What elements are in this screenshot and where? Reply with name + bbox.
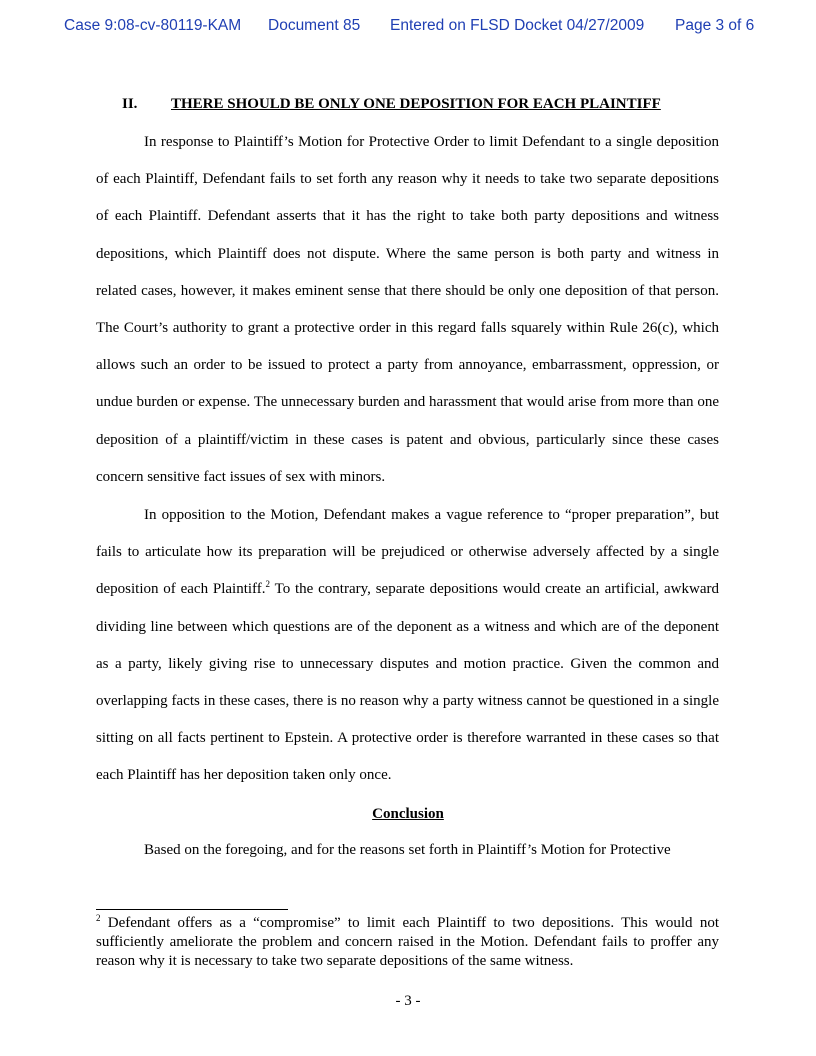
case-number: Case 9:08-cv-80119-KAM (64, 17, 242, 34)
paragraph-1: In response to Plaintiff’s Motion for Protective Order to limit Defendant to a single deposition of each Plaintiff, Defendant fails to set forth any reason why it needs to take two separate depositions of each Plaintiff. Defendant asserts that it has the right to take both party depositions and witness depositions, which Plaintiff does not dispute. Where the same person is both party and witness in related cases, however, it makes eminent sense that there should be only one deposition of that person. The Court’s authority to grant a protective order in this regard falls squarely within Rule 26(c), which allows such an order to be issued to protect a party from annoyance, embarrassment, oppression, or undue burden or expense. The unnecessary burden and harassment that would arise from more than one deposition of a plaintiff/victim in these cases is patent and obvious, particularly since these cases concern sensitive fact issues of sex with minors. (96, 134, 719, 485)
paragraph-2 (96, 497, 719, 795)
section-title: THERE SHOULD BE ONLY ONE DEPOSITION FOR EACH PLAINTIFF (171, 96, 661, 112)
footnote-number: 2 (96, 913, 101, 923)
docket-entry-date: Entered on FLSD Docket 04/27/2009 (390, 17, 645, 34)
document-number: Document 85 (268, 17, 361, 34)
paragraph-2-text-a: In opposition to the Motion, Defendant makes a vague reference to “proper preparation”, but fails to articulate how its preparation will be prejudiced or otherwise adversely affected by a single deposition of each Plaintiff. (96, 507, 719, 598)
section-number: II. (122, 96, 138, 112)
footnote (96, 914, 719, 971)
footnote-reference: 2 (265, 579, 271, 590)
paragraph-3: Based on the foregoing, and for the reasons set forth in Plaintiff’s Motion for Protective (144, 842, 671, 858)
page-number: - 3 - (395, 993, 421, 1009)
conclusion-heading: Conclusion (372, 806, 444, 822)
paragraph-2-text-b: To the contrary, separate depositions would create an artificial, awkward dividing line between which questions are of the deponent as a witness and which are of the deponent as a party, likely giving rise to unnecessary disputes and motion practice. Given the common and overlapping facts in these cases, there is no reason why a party witness cannot be questioned in a single sitting on all facts pertinent to Epstein. A protective order is therefore warranted in these cases so that each Plaintiff has her deposition taken only once. (96, 581, 719, 784)
footnote-text: Defendant offers as a “compromise” to limit each Plaintiff to two depositions. This would not sufficiently ameliorate the problem and concern raised in the Motion. Defendant fails to proffer any reason why it is necessary to take two separate depositions of the same witness. (96, 915, 719, 969)
page-count: Page 3 of 6 (675, 17, 755, 34)
footnote-divider (96, 909, 288, 910)
